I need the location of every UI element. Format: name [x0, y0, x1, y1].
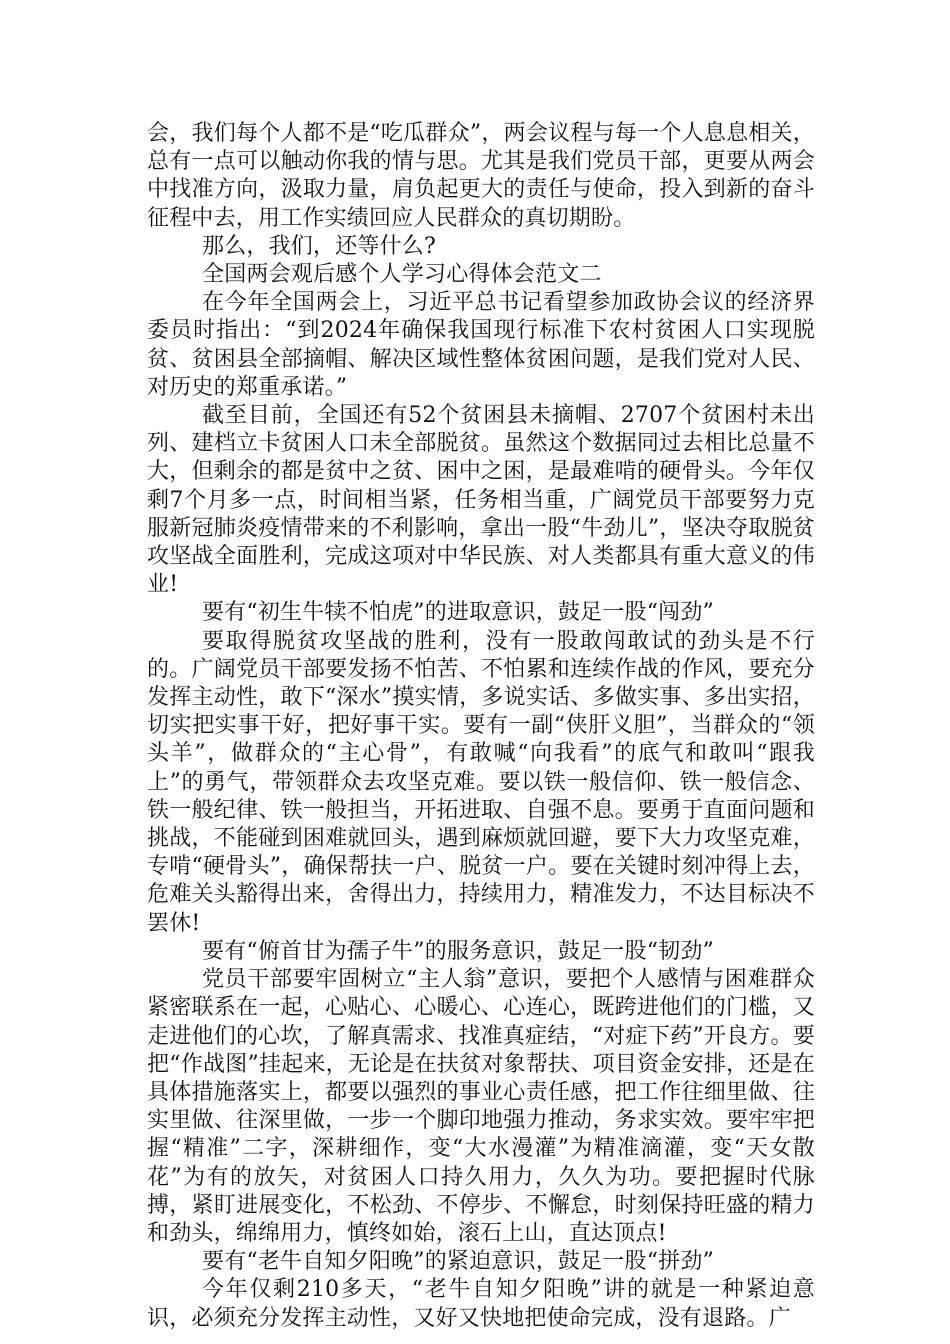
- paragraph-7: 今年仅剩210多天，“老牛自知夕阳晚”讲的就是一种紧迫意识，必须充分发挥主动性，又好又快地把使命完成，没有退路。广: [147, 1277, 815, 1331]
- paragraph-3: 在今年全国两会上，习近平总书记看望参加政协会议的经济界委员时指出：“到2024年确保我国现行标准下农村贫困人口实现脱贫、贫困县全部摘帽、解决区域性整体贫困问题，是我们党对人民、对历史的郑重承诺。”: [147, 290, 815, 400]
- paragraph-6: 党员干部要牢固树立“主人翁”意识，要把个人感情与困难群众紧密联系在一起，心贴心、心暖心、心连心，既跨进他们的门槛，又走进他们的心坎，了解真需求、找准真症结，“对症下药”开良方。要把“作战图”挂起来，无论是在扶贫对象帮扶、项目资金安排，还是在具体措施落实上，都要以强烈的事业心责任感，把工作往细里做、往实里做、往深里做，一步一个脚印地强力推动，务求实效。要牢牢把握“精准”二字，深耕细作，变“大水漫灌”为精准滴灌，变“天女散花”为有的放矢，对贫困人口持久用力，久久为功。要把握时代脉搏，紧盯进展变化，不松劲、不停步、不懈怠，时刻保持旺盛的精力和劲头，绵绵用力，慎终如始，滚石上山，直达顶点!: [147, 967, 815, 1246]
- paragraph-2: 那么，我们，还等什么?: [202, 233, 436, 259]
- subheading-2: 要有“俯首甘为孺子牛”的服务意识，鼓足一股“韧劲”: [202, 938, 714, 964]
- paragraph-4: 截至目前，全国还有52个贫困县未摘帽、2707个贫困村未出列、建档立卡贫困人口未全部脱贫。虽然这个数据同过去相比总量不大，但剩余的都是贫中之贫、困中之困，是最难啃的硬骨头。今年仅剩7个月多一点，时间相当紧，任务相当重，广阔党员干部要努力克服新冠肺炎疫情带来的不利影响，拿出一股“牛劲儿”，坚决夺取脱贫攻坚战全面胜利，完成这项对中华民族、对人类都具有重大意义的伟业!: [147, 403, 815, 598]
- subheading-3: 要有“老牛自知夕阳晚”的紧迫意识，鼓足一股“拼劲”: [202, 1249, 714, 1275]
- body-text: [147, 120, 815, 1333]
- section-title: 全国两会观后感个人学习心得体会范文二: [202, 262, 602, 288]
- paragraph-1: 会，我们每个人都不是“吃瓜群众”，两会议程与每一个人息息相关，总有一点可以触动你我的情与思。尤其是我们党员干部，更要从两会中找准方向，汲取力量，肩负起更大的责任与使命，投入到新的奋斗征程中去，用工作实绩回应人民群众的真切期盼。: [147, 121, 815, 231]
- subheading-1: 要有“初生牛犊不怕虎”的进取意识，鼓足一股“闯劲”: [202, 600, 714, 626]
- paragraph-5: 要取得脱贫攻坚战的胜利，没有一股敢闯敢试的劲头是不行的。广阔党员干部要发扬不怕苦、不怕累和连续作战的作风，要充分发挥主动性，敢下“深水”摸实情，多说实话、多做实事、多出实招，切实把实事干好，把好事干实。要有一副“侠肝义胆”，当群众的“领头羊”，做群众的“主心骨”，有敢喊“向我看”的底气和敢叫“跟我上”的勇气，带领群众去攻坚克难。要以铁一般信仰、铁一般信念、铁一般纪律、铁一般担当，开拓进取、自强不息。要勇于直面问题和挑战，不能碰到困难就回头，遇到麻烦就回避，要下大力攻坚克难，专啃“硬骨头”，确保帮扶一户、脱贫一户。要在关键时刻冲得上去，危难关头豁得出来，舍得出力，持续用力，精准发力，不达目标决不罢休!: [147, 628, 815, 936]
